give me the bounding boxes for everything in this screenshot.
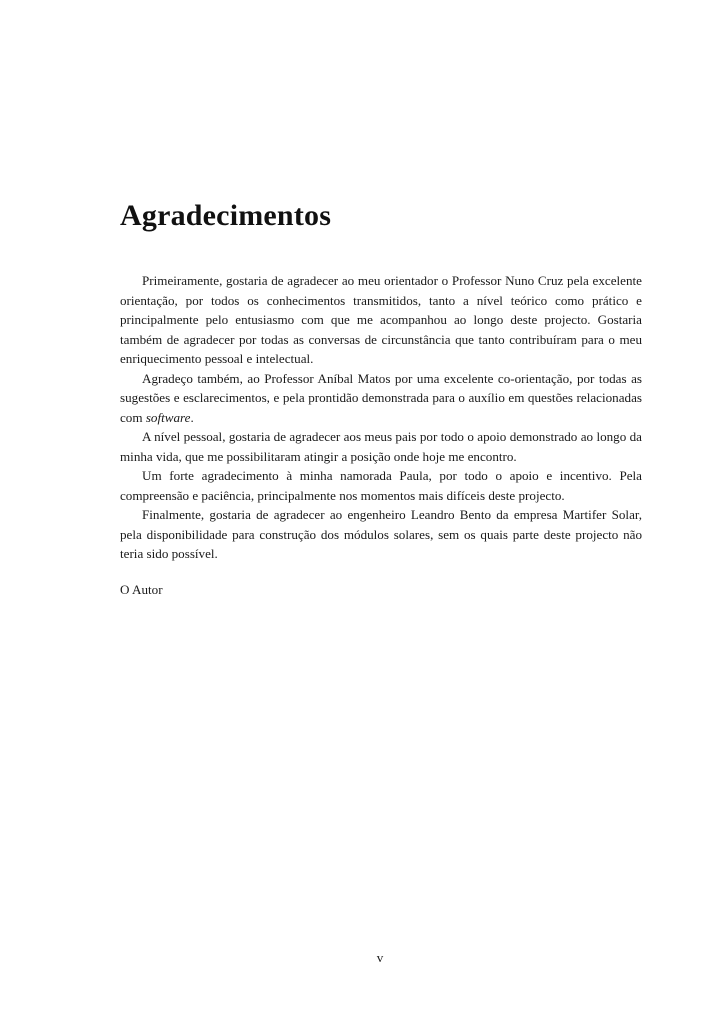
page-number: v	[376, 950, 384, 965]
paragraph-co-advisor-end: .	[190, 409, 194, 425]
page-title: Agradecimentos	[120, 199, 332, 232]
italic-term: software	[145, 409, 191, 425]
paragraph-co-advisor-text: Agradeço também, ao Professor Aníbal Matos por uma excelente co-orientação, por todas as sugestões e esclarecimentos, e pela prontidão demonstrada para o auxílio em questões relacionadas com	[120, 370, 642, 425]
signature: O Autor	[120, 582, 163, 597]
acknowledgements-body	[120, 271, 642, 564]
paragraph-engineer: Finalmente, gostaria de agradecer ao engenheiro Leandro Bento da empresa Martifer Solar, pela disponibilidade para construção dos módulos solares, sem os quais parte deste projecto não teria sido possível.	[120, 507, 642, 561]
paragraph-parents: A nível pessoal, gostaria de agradecer aos meus pais por todo o apoio demonstrado ao longo da minha vida, que me possibilitaram atingir a posição onde hoje me encontro.	[120, 429, 642, 464]
paragraph-advisor: Primeiramente, gostaria de agradecer ao meu orientador o Professor Nuno Cruz pela excelente orientação, por todos os conhecimentos transmitidos, tanto a nível teórico como prático e principalmente pelo entusiasmo com que me acompanhou ao longo deste projecto. Gostaria também de agradecer por todas as conversas de circunstância que tanto contribuíram para o meu enriquecimento pessoal e intelectual.	[120, 273, 642, 366]
paragraph-co-advisor	[120, 369, 642, 428]
paragraph-girlfriend: Um forte agradecimento à minha namorada Paula, por todo o apoio e incentivo. Pela compreensão e paciência, principalmente nos momentos mais difíceis deste projecto.	[120, 468, 642, 503]
